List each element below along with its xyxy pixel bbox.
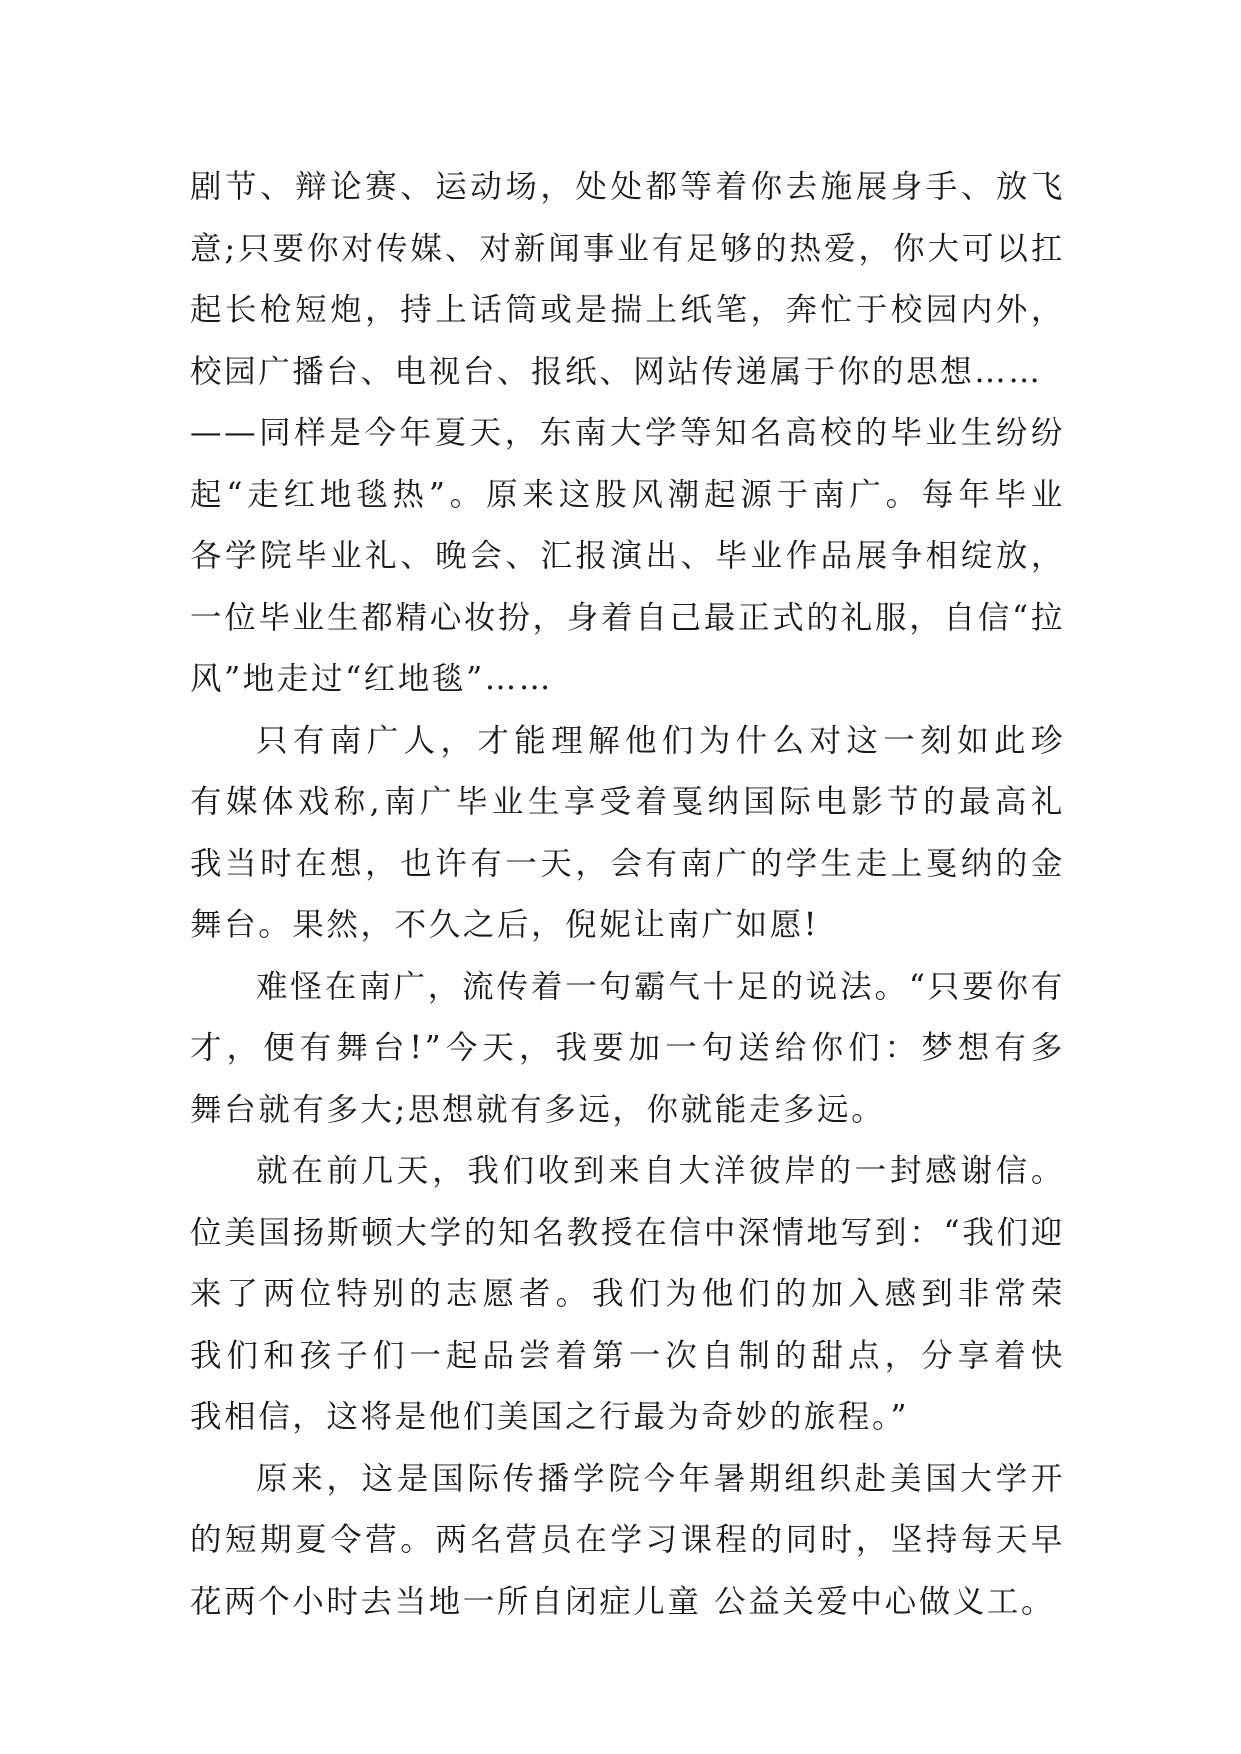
text-line: 的短期夏令营。两名营员在学习课程的同时，坚持每天早 xyxy=(190,1522,1065,1558)
text-line: 舞台就有多大;思想就有多远，你就能走多远。 xyxy=(190,1091,886,1128)
text-line: ——同样是今年夏天，东南大学等知名高校的毕业生纷纷 xyxy=(190,415,1065,451)
text-line: 风”地走过“红地毯”…… xyxy=(190,661,554,697)
text-line: 原来，这是国际传播学院今年暑期组织赴美国大学开 xyxy=(256,1460,1065,1497)
text-line: 只有南广人，才能理解他们为什么对这一刻如此珍 xyxy=(256,722,1065,759)
text-line: 才，便有舞台!”今天，我要加一句送给你们：梦想有多 xyxy=(190,1030,1065,1066)
text-line: 位美国扬斯顿大学的知名教授在信中深情地写到：“我们迎 xyxy=(190,1214,1065,1251)
text-line: 我们和孩子们一起品尝着第一次自制的甜点，分享着快 xyxy=(190,1337,1065,1374)
text-line: 舞台。果然，不久之后，倪妮让南广如愿! xyxy=(190,907,820,943)
text-line: 就在前几天，我们收到来自大洋彼岸的一封感谢信。 xyxy=(256,1153,1065,1189)
body-text xyxy=(190,157,1065,1633)
text-line: 来了两位特别的志愿者。我们为他们的加入感到非常荣 xyxy=(190,1276,1065,1312)
text-line: 起长枪短炮，持上话筒或是揣上纸笔，奔忙于校园内外， xyxy=(190,292,1065,328)
text-line: 起“走红地毯热”。原来这股风潮起源于南广。每年毕业 xyxy=(190,476,1065,513)
text-line: 有媒体戏称,南广毕业生享受着戛纳国际电影节的最高礼 xyxy=(190,784,1065,820)
text-line: 一位毕业生都精心妆扮，身着自己最正式的礼服，自信“拉 xyxy=(190,599,1065,636)
text-line: 剧节、辩论赛、运动场，处处都等着你去施展身手、放飞 xyxy=(190,169,1065,205)
text-line: 难怪在南广，流传着一句霸气十足的说法。“只要你有 xyxy=(256,968,1065,1005)
text-line: 各学院毕业礼、晚会、汇报演出、毕业作品展争相绽放， xyxy=(190,538,1065,574)
text-line: 我当时在想，也许有一天，会有南广的学生走上戛纳的金 xyxy=(190,845,1065,882)
text-line: 意;只要你对传媒、对新闻事业有足够的热爱，你大可以扛 xyxy=(190,230,1065,267)
text-line: 花两个小时去当地一所自闭症儿童 公益关爱中心做义工。 xyxy=(190,1583,1056,1620)
text-line: 校园广播台、电视台、报纸、网站传递属于你的思想…… xyxy=(190,353,1043,390)
text-line: 我相信，这将是他们美国之行最为奇妙的旅程。” xyxy=(190,1399,910,1435)
